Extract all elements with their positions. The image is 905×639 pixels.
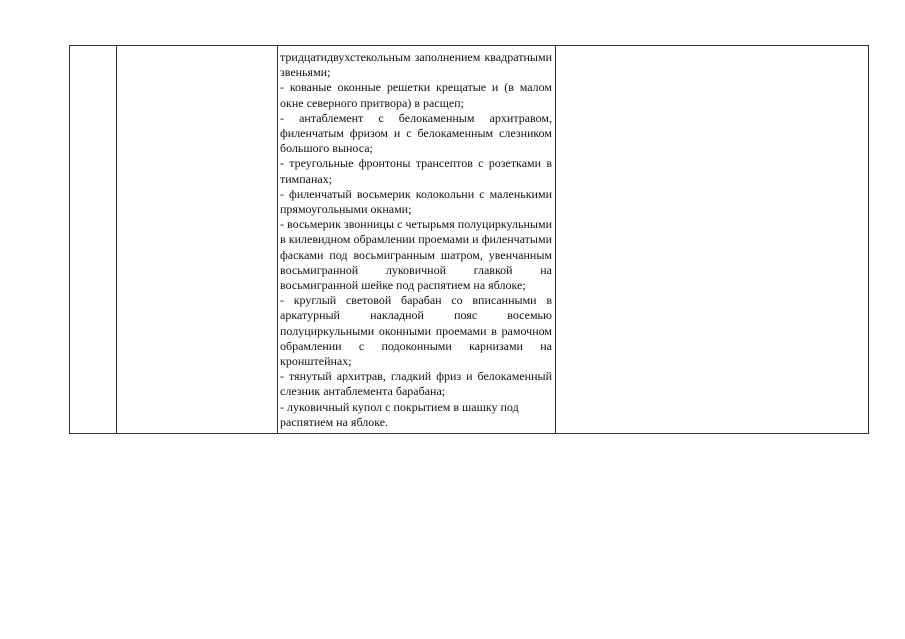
text-line: - восьмерик звонницы с четырьмя полуциркульными в килевидном обрамлении проемами и филенчатыми фасками под восьмигранным шатром, увенчанным восьмигранной луковичной главкой на восьмигранной шейке под распятием на яблоке;	[280, 217, 552, 293]
text-line: - тянутый архитрав, гладкий фриз и белокаменный слезник антаблемента барабана;	[280, 369, 552, 399]
text-line: - треугольные фронтоны трансептов с розетками в тимпанах;	[280, 156, 552, 186]
column-divider	[277, 46, 278, 433]
text-line: - кованые оконные решетки крещатые и (в малом окне северного притвора) в расщеп;	[280, 80, 552, 110]
description-cell	[280, 50, 552, 430]
text-line: - антаблемент с белокаменным архитравом, филенчатым фризом и с белокаменным слезником большого выноса;	[280, 110, 552, 156]
column-divider	[555, 46, 556, 433]
text-line: - круглый световой барабан со вписанными в аркатурный накладной пояс восемью полуциркульными оконными проемами в рамочном обрамлении с подоконными карнизами на кронштейнах;	[280, 293, 552, 369]
column-divider	[116, 46, 117, 433]
text-line: - филенчатый восьмерик колокольни с маленькими прямоугольными окнами;	[280, 186, 552, 217]
text-line: тридцатидвухстекольным заполнением квадратными звеньями;	[280, 50, 552, 80]
text-line: - луковичный купол с покрытием в шашку под распятием на яблоке.	[280, 399, 519, 429]
document-table	[69, 45, 869, 434]
